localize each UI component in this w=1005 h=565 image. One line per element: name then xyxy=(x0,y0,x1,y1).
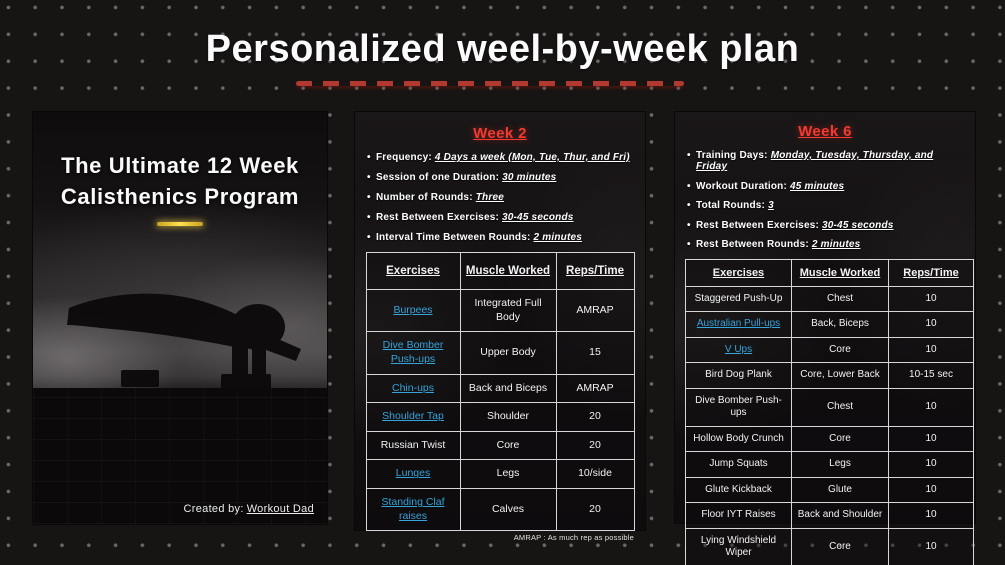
muscle-cell: Chest xyxy=(792,286,889,312)
table-header-row xyxy=(366,253,634,290)
yellow-underline-decoration xyxy=(157,222,203,226)
reps-cell: 10 xyxy=(889,388,974,426)
exercise-link[interactable]: Lunges xyxy=(395,467,431,480)
week2-bullets xyxy=(365,152,635,243)
table-row xyxy=(686,477,974,503)
bullet-number-of-rounds: • Number of Rounds: Three xyxy=(367,192,635,203)
col-header-exercises: Exercises xyxy=(686,259,792,286)
col-header-reps-time: Reps/Time xyxy=(889,259,974,286)
col-header-muscle-worked: Muscle Worked xyxy=(792,259,889,286)
table-row xyxy=(366,374,634,403)
created-by xyxy=(184,503,314,515)
exercise-link[interactable]: Shoulder Tap xyxy=(382,410,444,423)
cover-title xyxy=(33,112,327,212)
reps-cell: 10 xyxy=(889,312,974,338)
reps-cell: 10 xyxy=(889,503,974,529)
table-row xyxy=(366,489,634,531)
exercise-label: Glute Kickback xyxy=(705,483,772,495)
amrap-footnote: AMRAP : As much rep as possible xyxy=(513,533,634,543)
page-title: Personalized weel-by-week plan xyxy=(205,28,800,70)
muscle-cell: Glute xyxy=(792,477,889,503)
exercise-label: Dive Bomber Push-ups xyxy=(695,394,782,418)
exercise-link[interactable]: V Ups xyxy=(724,343,753,355)
week6-title: Week 6 xyxy=(798,123,852,140)
exercise-label: Jump Squats xyxy=(709,458,768,469)
exercise-label: Hollow Body Crunch xyxy=(693,432,784,444)
muscle-cell: Core, Lower Back xyxy=(792,363,889,389)
week6-panel xyxy=(675,112,975,558)
table-row xyxy=(366,431,634,460)
exercise-label: Staggered Push-Up xyxy=(694,292,783,304)
table-header-row xyxy=(686,259,974,286)
table-row xyxy=(366,403,634,432)
muscle-cell: Core xyxy=(792,528,889,565)
bullet-frequency: • Frequency: 4 Days a week (Mon, Tue, Thur, and Fri) xyxy=(367,152,635,163)
exercise-label: Floor IYT Raises xyxy=(701,509,776,520)
reps-cell: 10 xyxy=(889,286,974,312)
exercise-label: Lying Windshield Wiper xyxy=(700,534,777,558)
muscle-cell: Calves xyxy=(460,489,556,531)
table-row xyxy=(366,460,634,489)
bullet-rest-between-rounds: • Rest Between Rounds: 2 minutes xyxy=(687,239,965,250)
exercise-link[interactable]: Burpees xyxy=(393,303,433,316)
muscle-cell: Legs xyxy=(792,452,889,478)
reps-cell: 10 xyxy=(889,452,974,478)
bullet-workout-duration: • Workout Duration: 45 minutes xyxy=(687,181,965,192)
bullet-rest-between-exercises: • Rest Between Exercises: 30-45 seconds xyxy=(687,220,965,231)
table-row xyxy=(366,290,634,332)
table-row xyxy=(686,426,974,452)
muscle-cell: Shoulder xyxy=(460,403,556,432)
muscle-cell: Core xyxy=(460,431,556,460)
week6-table xyxy=(685,259,974,565)
table-row xyxy=(686,528,974,565)
bullet-interval-between-rounds: • Interval Time Between Rounds: 2 minutes xyxy=(367,232,635,243)
cover-image-panel xyxy=(33,112,327,524)
week2-title: Week 2 xyxy=(473,125,527,142)
exercise-label: Russian Twist xyxy=(380,438,446,451)
reps-cell: AMRAP xyxy=(556,374,634,403)
table-row xyxy=(366,332,634,374)
muscle-cell: Integrated Full Body xyxy=(460,290,556,332)
table-row xyxy=(686,388,974,426)
col-header-reps-time: Reps/Time xyxy=(556,253,634,290)
table-row xyxy=(686,312,974,338)
exercise-link[interactable]: Standing Claf raises xyxy=(381,496,445,522)
muscle-cell: Back and Biceps xyxy=(460,374,556,403)
reps-cell: 10 xyxy=(889,426,974,452)
cover-title-line2: Calisthenics Program xyxy=(60,184,300,209)
week2-table xyxy=(366,252,635,531)
bullet-total-rounds: • Total Rounds: 3 xyxy=(687,200,965,211)
table-row xyxy=(686,503,974,529)
table-row xyxy=(686,452,974,478)
exercise-link[interactable]: Dive Bomber Push-ups xyxy=(382,339,444,365)
reps-cell: 10-15 sec xyxy=(889,363,974,389)
bullet-session-duration: • Session of one Duration: 30 minutes xyxy=(367,172,635,183)
week6-bullets xyxy=(685,150,965,250)
reps-cell: 20 xyxy=(556,489,634,531)
reps-cell: 10 xyxy=(889,337,974,363)
reps-cell: 20 xyxy=(556,403,634,432)
bullet-training-days: • Training Days: Monday, Tuesday, Thursday, and Friday xyxy=(687,150,965,172)
week2-panel xyxy=(355,112,645,543)
muscle-cell: Back, Biceps xyxy=(792,312,889,338)
muscle-cell: Upper Body xyxy=(460,332,556,374)
table-row xyxy=(686,363,974,389)
reps-cell: 15 xyxy=(556,332,634,374)
col-header-exercises: Exercises xyxy=(366,253,460,290)
muscle-cell: Core xyxy=(792,337,889,363)
muscle-cell: Core xyxy=(792,426,889,452)
author-link[interactable]: Workout Dad xyxy=(246,503,314,515)
title-dashed-underline-decoration xyxy=(296,81,684,86)
cover-title-line1: The Ultimate 12 Week xyxy=(61,153,299,178)
muscle-cell: Back and Shoulder xyxy=(792,503,889,529)
table-row xyxy=(686,337,974,363)
exercise-label: Bird Dog Plank xyxy=(705,369,772,380)
table-row xyxy=(686,286,974,312)
muscle-cell: Chest xyxy=(792,388,889,426)
bullet-rest-between-exercises: • Rest Between Exercises: 30-45 seconds xyxy=(367,212,635,223)
reps-cell: 10 xyxy=(889,528,974,565)
muscle-cell: Legs xyxy=(460,460,556,489)
reps-cell: 20 xyxy=(556,431,634,460)
reps-cell: 10 xyxy=(889,477,974,503)
created-by-label: Created by: xyxy=(183,503,244,515)
exercise-link[interactable]: Australian Pull-ups xyxy=(696,318,781,329)
exercise-link[interactable]: Chin-ups xyxy=(391,381,435,394)
col-header-muscle-worked: Muscle Worked xyxy=(460,253,556,290)
reps-cell: AMRAP xyxy=(556,290,634,332)
reps-cell: 10/side xyxy=(556,460,634,489)
